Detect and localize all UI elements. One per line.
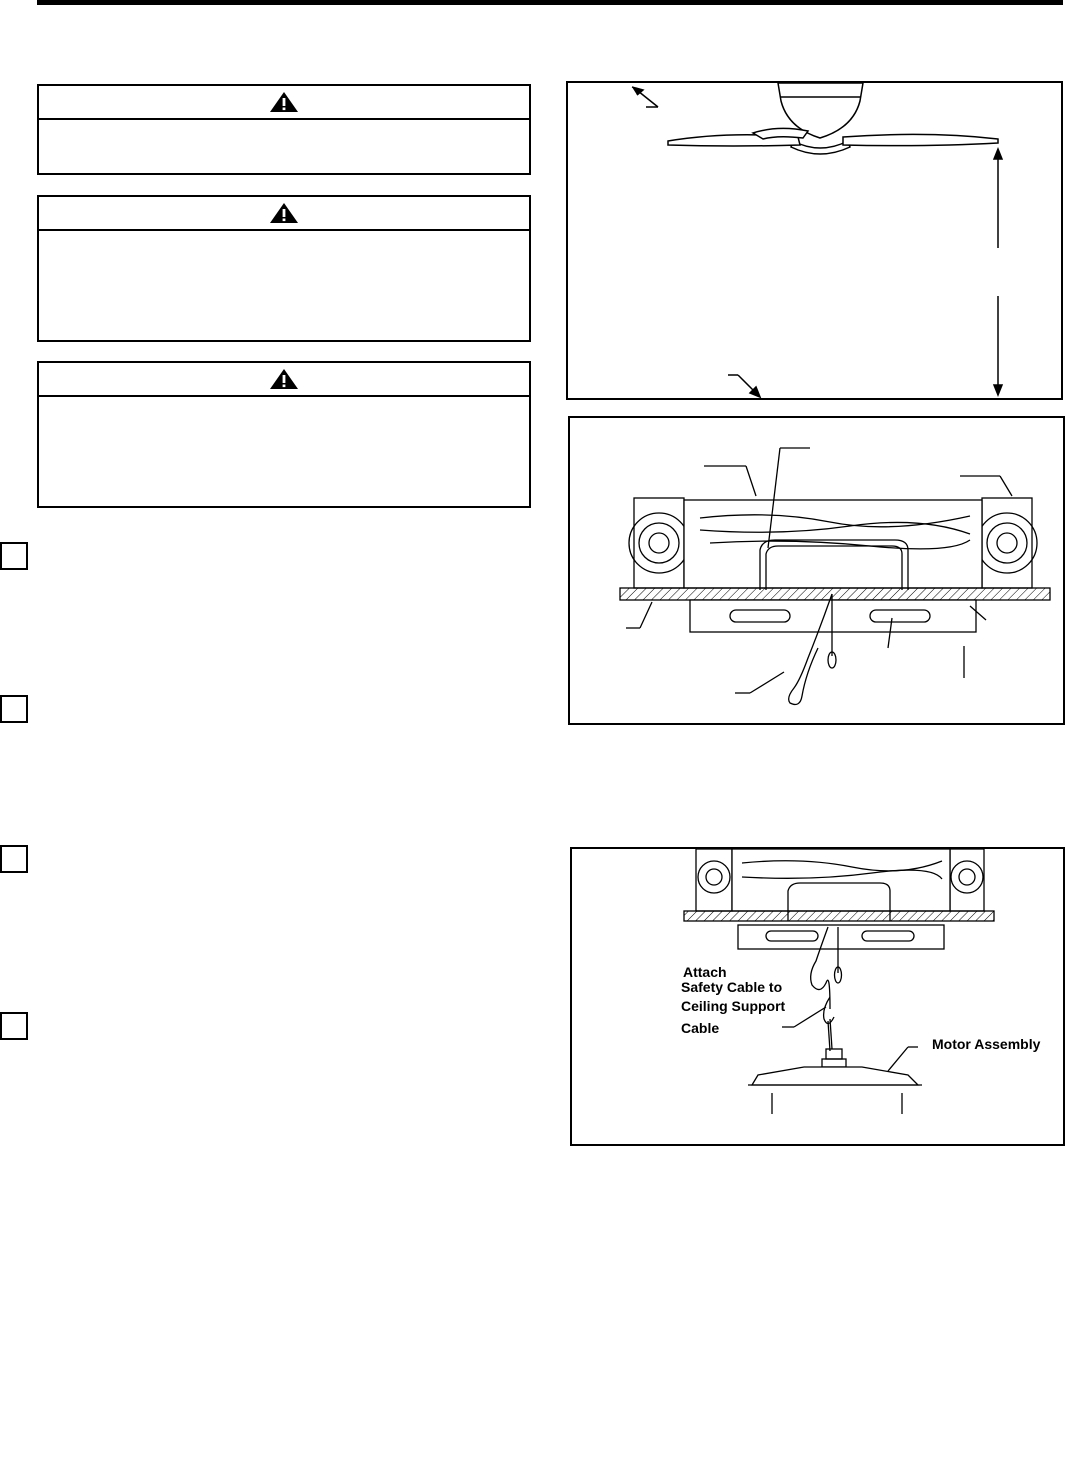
- step-box-4: [0, 1012, 28, 1040]
- fan-clearance-drawing: [568, 83, 1061, 398]
- label-ceiling-support: Ceiling Support: [681, 998, 786, 1014]
- warning-box-1: [37, 84, 531, 175]
- figure-ceiling-bracket: [568, 416, 1065, 725]
- warning-box-3: [37, 361, 531, 508]
- warning-header: [39, 363, 529, 397]
- warning-header: [39, 86, 529, 120]
- warning-triangle-icon: [269, 91, 299, 113]
- ceiling-bracket-drawing: [570, 418, 1063, 723]
- label-motor-assembly: Motor Assembly: [932, 1036, 1041, 1052]
- step-box-3: [0, 845, 28, 873]
- step-box-1: [0, 542, 28, 570]
- warning-header: [39, 197, 529, 231]
- warning-body: [39, 120, 529, 132]
- warning-box-2: [37, 195, 531, 342]
- label-attach: Attach: [683, 964, 727, 980]
- warning-triangle-icon: [269, 202, 299, 224]
- label-safety-cable: Safety Cable to: [681, 979, 783, 995]
- safety-cable-drawing: [572, 849, 1063, 1144]
- page-header-rule: [37, 0, 1063, 5]
- warning-triangle-icon: [269, 368, 299, 390]
- step-box-2: [0, 695, 28, 723]
- figure-fan-clearance: [566, 81, 1063, 400]
- warning-body: [39, 231, 529, 243]
- figure-attach-safety-cable: [570, 847, 1065, 1146]
- warning-body: [39, 397, 529, 409]
- label-cable: Cable: [681, 1020, 720, 1036]
